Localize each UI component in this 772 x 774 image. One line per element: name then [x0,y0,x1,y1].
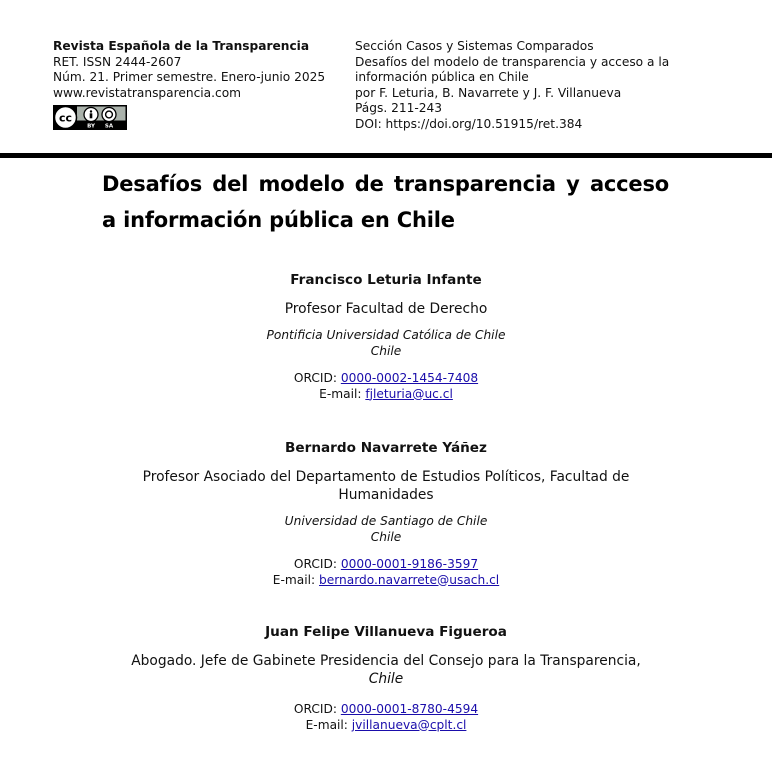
orcid-label: ORCID: [293,702,341,716]
author-name: Francisco Leturia Infante [290,272,482,288]
orcid-link[interactable]: 0000-0001-9186-3597 [340,557,479,571]
author-role: Profesor Facultad de Derecho [284,301,488,317]
orcid-label: ORCID: [293,557,341,571]
author-contact [100,702,672,733]
header-divider [0,153,772,158]
author-block [100,623,672,733]
author-role [100,468,672,504]
authors-short: por F. Leturia, B. Navarrete y J. F. Villanueva [355,85,622,100]
orcid-link[interactable]: 0000-0002-1454-7408 [340,371,479,385]
email-line [100,387,672,403]
email-line [100,573,672,589]
role-line: Profesor Asociado del Departamento de Estudios Políticos, Facultad de [142,469,630,485]
author-name: Juan Felipe Villanueva Figueroa [265,624,507,640]
email-line [100,718,672,734]
orcid-link[interactable]: 0000-0001-8780-4594 [340,702,479,716]
role-line: Humanidades [338,487,434,503]
author-block [100,271,672,402]
journal-website[interactable]: www.revistatransparencia.com [53,85,242,100]
orcid-line [100,557,672,573]
author-institution [100,514,672,545]
email-link[interactable]: fjleturia@uc.cl [365,386,453,401]
journal-issue: Núm. 21. Primer semestre. Enero-junio 2025 [53,70,326,85]
email-label: E-mail: [272,572,319,587]
cc-license-icon [53,105,127,130]
orcid-line [100,371,672,387]
orcid-label: ORCID: [293,371,341,385]
by-text: BY [87,123,95,130]
sa-text: SA [104,123,114,130]
pages: Págs. 211-243 [355,101,443,116]
author-block [100,439,672,588]
author-contact [100,557,672,588]
institution-country: Chile [370,529,402,544]
email-link[interactable]: bernardo.navarrete@usach.cl [319,572,500,587]
institution-country: Chile [370,343,402,358]
email-label: E-mail: [319,386,366,401]
orcid-line [100,702,672,718]
institution-name: Pontificia Universidad Católica de Chile [266,328,506,342]
journal-issn: RET. ISSN 2444-2607 [53,54,182,69]
email-label: E-mail: [305,717,352,732]
doi[interactable]: DOI: https://doi.org/10.51915/ret.384 [355,116,583,131]
author-institution [100,328,672,359]
role-line: Chile [368,671,404,687]
author-name: Bernardo Navarrete Yáñez [285,440,487,456]
journal-name: Revista Española de la Transparencia [53,39,310,53]
email-link[interactable]: jvillanueva@cplt.cl [351,717,467,732]
cc-text: cc [58,111,73,125]
author-contact [100,371,672,402]
journal-header [53,39,343,130]
author-role [100,652,672,688]
article-title-short-2: información pública en Chile [355,70,529,85]
page-title: Desafíos del modelo de transparencia y acceso a información pública en Chile [102,172,669,232]
section-name: Sección Casos y Sistemas Comparados [355,39,594,53]
article-title-short-1: Desafíos del modelo de transparencia y acceso a la [355,54,670,69]
institution-name: Universidad de Santiago de Chile [284,514,488,528]
article-meta [355,39,715,133]
cc-by-sa-badge[interactable] [53,105,127,130]
role-line: Abogado. Jefe de Gabinete Presidencia del Consejo para la Transparencia, [131,653,641,669]
